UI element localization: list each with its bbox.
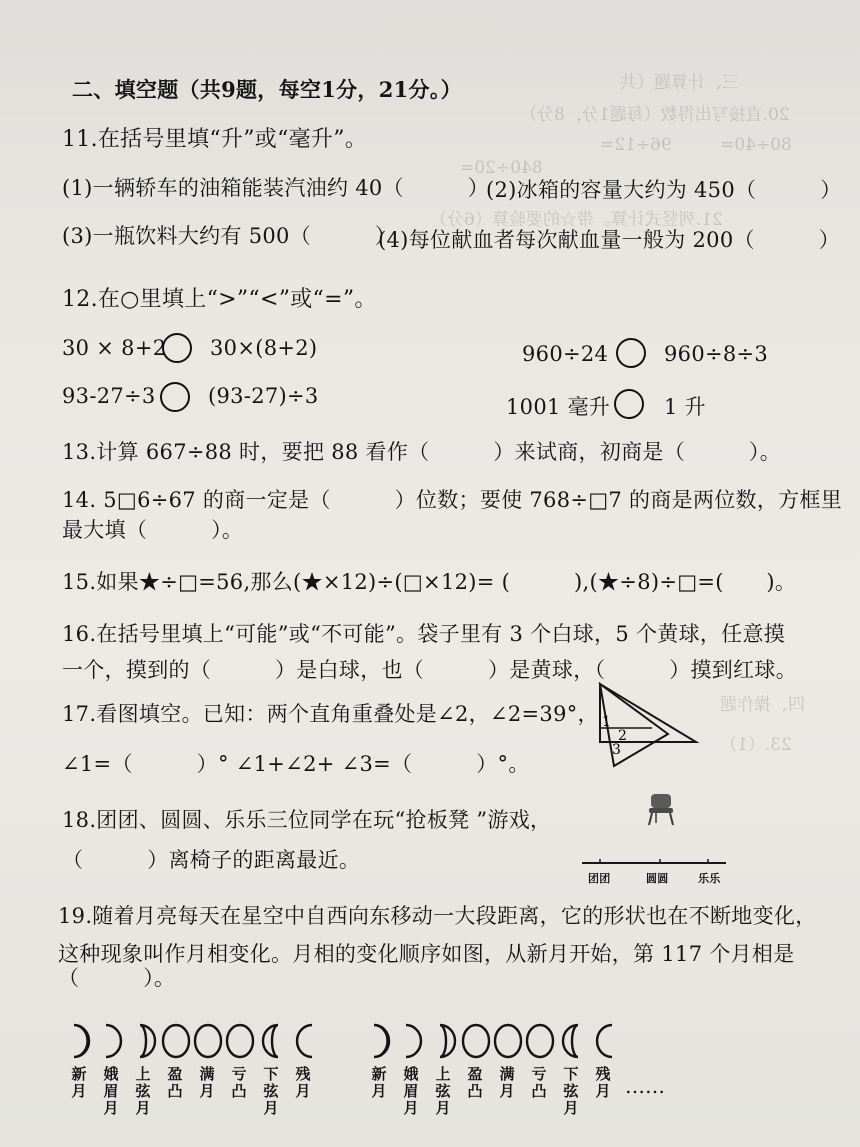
q12-r2-right: 960÷8÷3 bbox=[664, 342, 769, 366]
waxing-gibbous-icon bbox=[460, 1022, 492, 1060]
waning-crescent-icon bbox=[588, 1022, 620, 1060]
bleed-text-8: 23.（1） bbox=[720, 735, 792, 755]
waxing-crescent-icon bbox=[96, 1022, 128, 1060]
q12-r3-compare-circle[interactable] bbox=[160, 382, 190, 412]
full-moon-icon bbox=[492, 1022, 524, 1060]
moon-phase-label: 满月 bbox=[199, 1065, 215, 1100]
chair-icon bbox=[644, 792, 678, 826]
bleed-text-4: 96÷12= bbox=[600, 135, 672, 155]
q18-line2: （ ）离椅子的距离最近。 bbox=[62, 848, 361, 872]
moon-phase-label: 残月 bbox=[595, 1065, 611, 1100]
bleed-text-6: 21.列竖式计算。带☆的要验算（6分） bbox=[430, 210, 723, 230]
moon-phase-label: 上弦月 bbox=[435, 1065, 451, 1117]
moon-phase-label: 上弦月 bbox=[135, 1065, 151, 1117]
moon-phase-label: 满月 bbox=[499, 1065, 515, 1100]
q12-r3-right: (93-27)÷3 bbox=[208, 384, 319, 408]
bleed-text-1: 三、计算题（共 bbox=[620, 73, 739, 93]
q19-line1: 19.随着月亮每天在星空中自西向东移动一大段距离，它的形状也在不断地变化， bbox=[58, 904, 817, 928]
new-moon-icon bbox=[64, 1022, 96, 1060]
angle-3-label: 3 bbox=[612, 742, 621, 758]
q12-r2-compare-circle[interactable] bbox=[616, 338, 646, 368]
moon-phase-label: 下弦月 bbox=[563, 1065, 579, 1117]
moon-phase-label: 新月 bbox=[371, 1065, 387, 1100]
q15-line: 15.如果★÷□=56,那么(★×12)÷(□×12)= ( ),(★÷8)÷□=( )。 bbox=[62, 570, 797, 594]
q19-line2: 这种现象叫作月相变化。月相的变化顺序如图，从新月开始，第 117 个月相是 bbox=[58, 942, 795, 966]
q11-part3: (3)一瓶饮料大约有 500（ ） bbox=[62, 224, 397, 248]
q11-stem: 11.在括号里填“升”或“毫升”。 bbox=[62, 127, 368, 152]
waning-gibbous-icon bbox=[224, 1022, 256, 1060]
q12-stem: 12.在○里填上“>”“<”或“=”。 bbox=[62, 287, 377, 312]
q12-r1-compare-circle[interactable] bbox=[162, 333, 192, 363]
ellipsis: …… bbox=[625, 1074, 665, 1098]
section-title: 二、填空题（共9题，每空1分，21分。） bbox=[72, 77, 462, 102]
moon-phase-label: 盈凸 bbox=[167, 1065, 183, 1100]
name-yuanyuan: 圆圆 bbox=[646, 872, 669, 885]
moon-phase-label: 新月 bbox=[71, 1065, 87, 1100]
new-moon-icon bbox=[364, 1022, 396, 1060]
q11-part1: (1)一辆轿车的油箱能装汽油约 40（ ） bbox=[62, 176, 490, 200]
first-quarter-icon bbox=[128, 1022, 160, 1060]
q12-r4-left: 1001 毫升 bbox=[506, 395, 611, 419]
q12-r3-left: 93-27÷3 bbox=[62, 384, 156, 408]
moon-phase-label: 下弦月 bbox=[263, 1065, 279, 1117]
waning-crescent-icon bbox=[288, 1022, 320, 1060]
q12-r4-compare-circle[interactable] bbox=[614, 389, 644, 419]
q19-line3: （ ）。 bbox=[58, 966, 176, 990]
q12-r1-right: 30×(8+2) bbox=[210, 336, 318, 360]
bleed-text-7: 四、操作题 bbox=[720, 695, 805, 715]
q12-r2-left: 960÷24 bbox=[522, 342, 609, 366]
moon-phase-label: 残月 bbox=[295, 1065, 311, 1100]
q12-r1-left: 30 × 8+2 bbox=[62, 336, 167, 360]
moon-phase-label: 娥眉月 bbox=[103, 1065, 119, 1117]
waxing-crescent-icon bbox=[396, 1022, 428, 1060]
q14-line1: 14. 5□6÷67 的商一定是（ ）位数；要使 768÷□7 的商是两位数，方框里 bbox=[62, 488, 843, 512]
full-moon-icon bbox=[192, 1022, 224, 1060]
angle-2-label: 2 bbox=[618, 728, 627, 744]
last-quarter-icon bbox=[556, 1022, 588, 1060]
q16-line2: 一个，摸到的（ ）是白球，也（ ）是黄球，（ ）摸到红球。 bbox=[62, 658, 797, 682]
bleed-text-3: 80÷40= bbox=[720, 135, 792, 155]
name-lele: 乐乐 bbox=[698, 872, 721, 885]
q13-line: 13.计算 667÷88 时，要把 88 看作（ ）来试商，初商是（ ）。 bbox=[62, 440, 782, 464]
q14-line2: 最大填（ ）。 bbox=[62, 518, 244, 542]
bleed-text-2: 20.直接写出得数（每题1分，8分） bbox=[520, 105, 790, 125]
waning-gibbous-icon bbox=[524, 1022, 556, 1060]
angle-1-label: 1 bbox=[602, 714, 611, 730]
overlapping-right-angles-figure bbox=[592, 682, 702, 770]
q16-line1: 16.在括号里填上“可能”或“不可能”。袋子里有 3 个白球，5 个黄球，任意摸 bbox=[62, 622, 786, 646]
moon-phase-label: 盈凸 bbox=[467, 1065, 483, 1100]
moon-phase-label: 亏凸 bbox=[231, 1065, 247, 1100]
q11-part2: (2)冰箱的容量大约为 450（ ） bbox=[486, 178, 842, 202]
moon-phase-label: 娥眉月 bbox=[403, 1065, 419, 1117]
moon-phase-label: 亏凸 bbox=[531, 1065, 547, 1100]
last-quarter-icon bbox=[256, 1022, 288, 1060]
waxing-gibbous-icon bbox=[160, 1022, 192, 1060]
first-quarter-icon bbox=[428, 1022, 460, 1060]
q17-line1: 17.看图填空。已知：两个直角重叠处是∠2，∠2=39°， bbox=[62, 702, 599, 726]
bleed-text-5: 840÷20= bbox=[460, 158, 543, 178]
q18-line1: 18.团团、圆圆、乐乐三位同学在玩“抢板凳 ”游戏， bbox=[62, 808, 552, 832]
q11-part4: (4)每位献血者每次献血量一般为 200（ ） bbox=[378, 228, 841, 252]
q17-line2: ∠1=（ ）° ∠1+∠2+ ∠3=（ ）°。 bbox=[62, 752, 530, 776]
q12-r4-right: 1 升 bbox=[664, 395, 706, 419]
name-tuantuan: 团团 bbox=[588, 872, 611, 885]
